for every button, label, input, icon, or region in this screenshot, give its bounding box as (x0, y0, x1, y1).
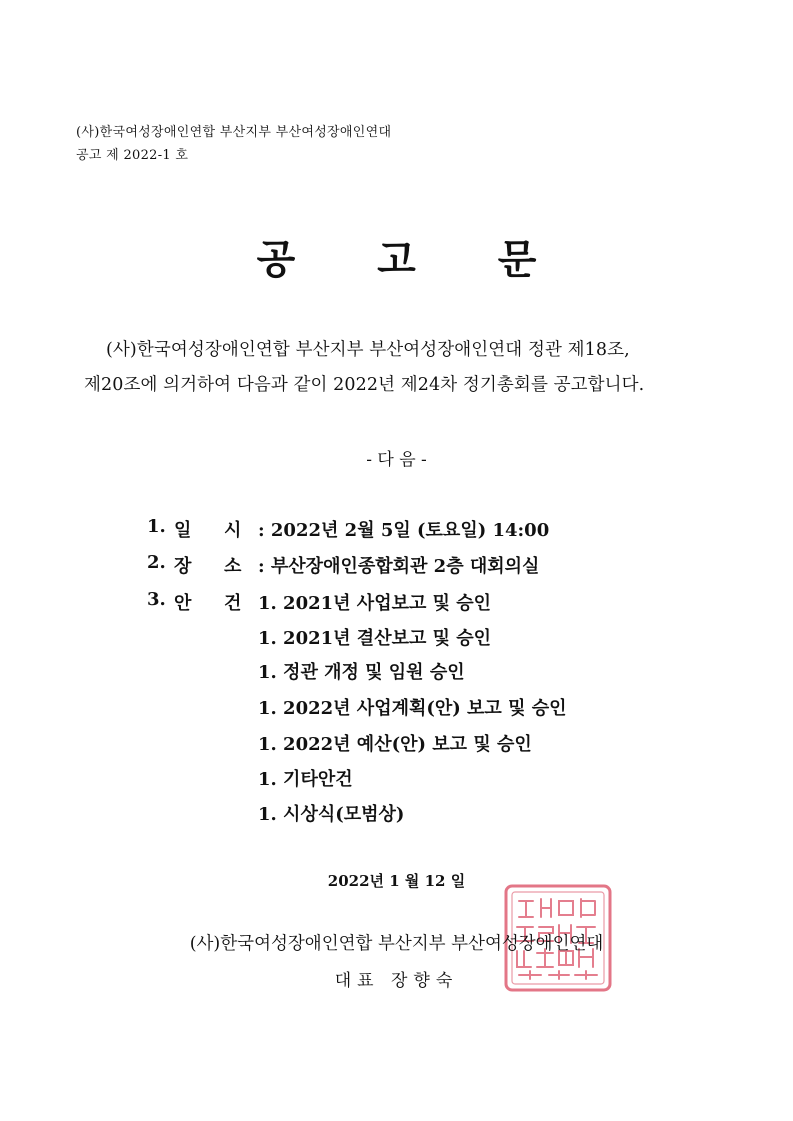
signature-representative: 대표 장향숙 (334, 971, 459, 991)
intro-line-1: (사)한국여성장애인연합 부산지부 부산여성장애인연대 정관 제18조, (106, 340, 630, 360)
item-1-value: : 2022년 2월 5일 (토요일) 14:00 (258, 520, 550, 541)
agenda-entry: 1. 2022년 예산(안) 보고 및 승인 (258, 734, 532, 755)
notice-date: 2022년 1 월 12 일 (327, 872, 466, 890)
signature-organization: (사)한국여성장애인연합 부산지부 부산여성장애인연대 (189, 934, 604, 954)
item-1-key-char-1: 일 (174, 520, 192, 541)
agenda-entry: 1. 기타안건 (258, 769, 353, 790)
agenda-entry: 1. 2022년 사업계획(안) 보고 및 승인 (258, 698, 567, 719)
section-divider-da-eum: - 다 음 - (366, 450, 427, 470)
item-1-number: 1. (147, 516, 166, 537)
agenda-entry: 1. 2021년 사업보고 및 승인 (258, 593, 492, 614)
agenda-entry: 1. 시상식(모범상) (258, 804, 405, 825)
item-2-number: 2. (147, 552, 166, 573)
item-1-key-char-2: 시 (224, 520, 242, 541)
item-2-key-char-2: 소 (224, 556, 242, 577)
intro-line-2: 제20조에 의거하여 다음과 같이 2022년 제24차 정기총회를 공고합니다. (84, 375, 645, 395)
item-3-key-char-2: 건 (224, 593, 242, 614)
document-title: 공 고 문 (256, 236, 571, 283)
item-2-key-char-1: 장 (174, 556, 192, 577)
agenda-entry: 1. 정관 개정 및 임원 승인 (258, 662, 465, 683)
item-3-key-char-1: 안 (174, 593, 192, 614)
agenda-entry: 1. 2021년 결산보고 및 승인 (258, 628, 492, 649)
notice-number: 공고 제 2022-1 호 (76, 148, 189, 163)
item-3-number: 3. (147, 589, 166, 610)
header-org-line: (사)한국여성장애인연합 부산지부 부산여성장애인연대 (76, 125, 392, 140)
item-2-value: : 부산장애인종합회관 2층 대회의실 (258, 556, 540, 577)
